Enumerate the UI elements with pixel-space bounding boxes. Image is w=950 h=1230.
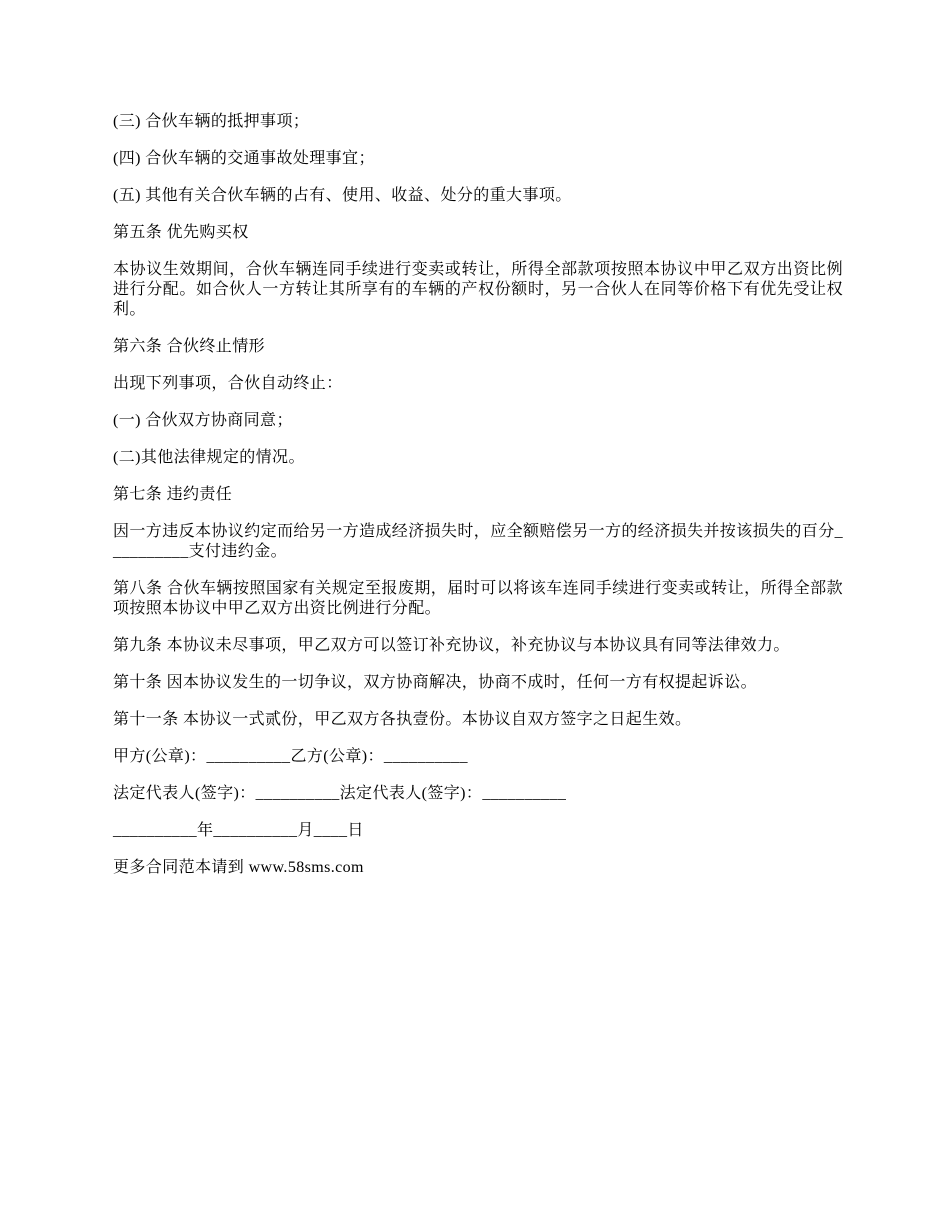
article-5-heading: 第五条 优先购买权 [113, 224, 249, 241]
article-7-body: 因一方违反本协议约定而给另一方造成经济损失时，应全额赔偿另一方的经济损失并按该损失的百分__________支付违约金。 [113, 523, 844, 560]
party-seal-line: 甲方(公章)：__________乙方(公章)：__________ [113, 748, 468, 765]
article-9: 第九条 本协议未尽事项，甲乙双方可以签订补充协议，补充协议与本协议具有同等法律效力。 [113, 637, 790, 654]
article-10: 第十条 因本协议发生的一切争议，双方协商解决，协商不成时，任何一方有权提起诉讼。 [113, 674, 758, 691]
representative-signature-line: 法定代表人(签字)：__________法定代表人(签字)：__________ [113, 785, 567, 802]
article-7-heading: 第七条 违约责任 [113, 486, 233, 503]
clause-item-5: (五) 其他有关合伙车辆的占有、使用、收益、处分的重大事项。 [113, 187, 572, 204]
termination-item-1: (一) 合伙双方协商同意； [113, 412, 293, 429]
article-6-intro: 出现下列事项，合伙自动终止： [113, 375, 343, 392]
article-8: 第八条 合伙车辆按照国家有关规定至报废期，届时可以将该车连同手续进行变卖或转让，所得全部款项按照本协议中甲乙双方出资比例进行分配。 [113, 580, 843, 617]
document-page [113, 112, 843, 895]
termination-item-2: (二)其他法律规定的情况。 [113, 449, 305, 466]
article-6-heading: 第六条 合伙终止情形 [113, 338, 266, 355]
clause-item-3: (三) 合伙车辆的抵押事项； [113, 113, 310, 130]
date-line: __________年__________月____日 [113, 822, 364, 839]
article-5-body: 本协议生效期间，合伙车辆连同手续进行变卖或转让，所得全部款项按照本协议中甲乙双方出资比例进行分配。如合伙人一方转让其所享有的车辆的产权份额时，另一合伙人在同等价格下有优先受让权利。 [113, 261, 843, 318]
clause-item-4: (四) 合伙车辆的交通事故处理事宜； [113, 150, 375, 167]
article-11: 第十一条 本协议一式贰份，甲乙双方各执壹份。本协议自双方签字之日起生效。 [113, 711, 692, 728]
footer-website-note: 更多合同范本请到 www.58sms.com [113, 859, 364, 876]
